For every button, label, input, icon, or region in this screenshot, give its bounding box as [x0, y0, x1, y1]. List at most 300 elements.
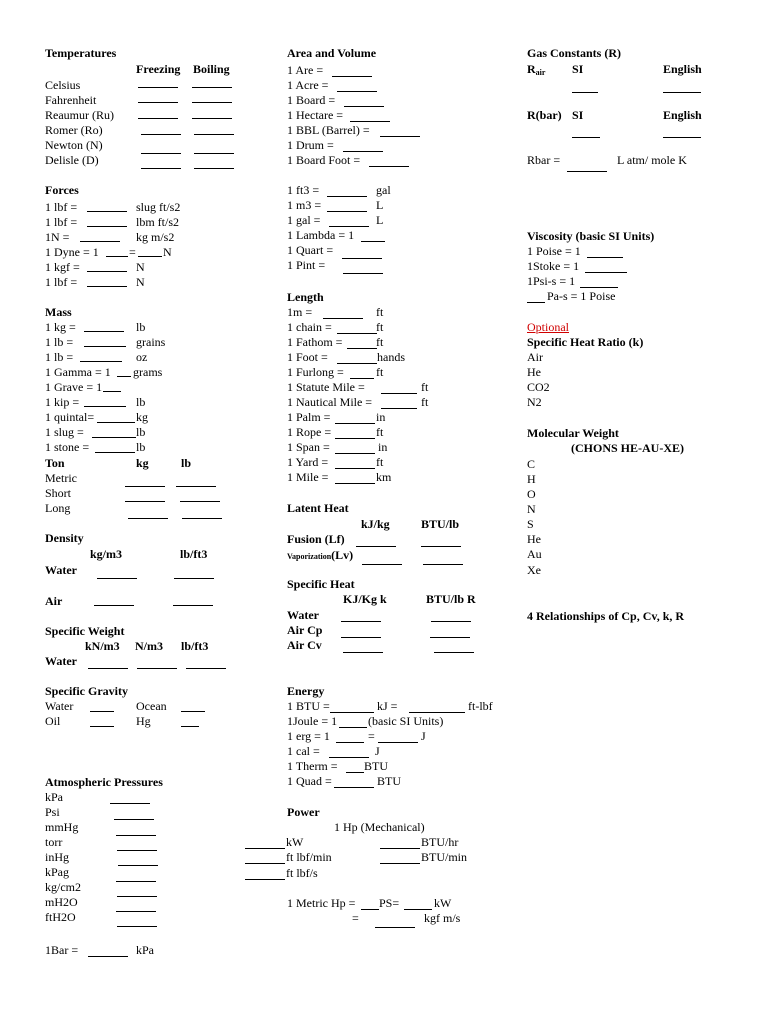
blank-line — [97, 578, 137, 579]
mass-lhs: 1 Grave = 1 — [45, 380, 103, 394]
blank-line — [141, 153, 181, 154]
length-unit: in — [378, 440, 388, 454]
mass-lhs: 1 stone = — [45, 440, 90, 454]
force-lhs: 1 lbf = — [45, 200, 78, 214]
blank-line — [369, 166, 409, 167]
blank-line — [128, 518, 168, 519]
blank-line — [138, 256, 162, 257]
area-row: 1 Board Foot = — [287, 153, 361, 167]
blank-line — [329, 226, 369, 227]
force-unit: N — [136, 275, 145, 289]
blank-line — [380, 136, 420, 137]
blank-line — [339, 727, 367, 728]
blank-line — [116, 911, 156, 912]
temperatures-freezing-header: Freezing — [136, 62, 181, 76]
area-row: 1 BBL (Barrel) = — [287, 123, 370, 137]
power-metric-hp: 1 Metric Hp = — [287, 896, 356, 910]
energy-cal-a: 1 cal = — [287, 744, 320, 758]
blank-line — [350, 121, 390, 122]
blank-line — [95, 452, 135, 453]
blank-line — [84, 346, 126, 347]
relationships-heading: 4 Relationships of Cp, Cv, k, R — [527, 609, 685, 623]
blank-line — [409, 712, 465, 713]
blank-line — [97, 422, 135, 423]
atmospheric-row: Psi — [45, 805, 60, 819]
power-equals: = — [352, 911, 359, 925]
temperature-row: Romer (Ro) — [45, 123, 103, 137]
blank-line — [361, 241, 385, 242]
blank-line — [117, 926, 157, 927]
blank-line — [336, 742, 364, 743]
blank-line — [80, 241, 120, 242]
molecular-weight-row: N — [527, 502, 536, 516]
blank-line — [180, 501, 220, 502]
area-row: 1 Drum = — [287, 138, 334, 152]
blank-line — [334, 787, 374, 788]
volume-unit: L — [376, 198, 384, 212]
power-metric-ps: PS= — [379, 896, 400, 910]
blank-line — [194, 134, 234, 135]
blank-line — [332, 76, 372, 77]
atmospheric-row: torr — [45, 835, 63, 849]
ton-lb-header: lb — [181, 456, 192, 470]
volume-unit: gal — [376, 183, 391, 197]
blank-line — [88, 668, 128, 669]
length-lhs: 1 Furlong = — [287, 365, 344, 379]
heat-ratio-row: CO2 — [527, 380, 550, 394]
atmospheric-row: kPa — [45, 790, 63, 804]
blank-line — [421, 546, 461, 547]
length-lhs: 1 Mile = — [287, 470, 329, 484]
specific-gravity-ocean: Ocean — [136, 699, 167, 713]
blank-line — [341, 637, 381, 638]
length-unit: hands — [377, 350, 405, 364]
length-unit: in — [376, 410, 386, 424]
latent-heat-heading: Latent Heat — [287, 501, 349, 515]
length-lhs: 1 Span = — [287, 440, 330, 454]
blank-line — [344, 106, 384, 107]
length-lhs: 1 Nautical Mile = — [287, 395, 373, 409]
blank-line — [117, 896, 157, 897]
temperature-row: Celsius — [45, 78, 81, 92]
atmospheric-row: kPag — [45, 865, 69, 879]
blank-line — [137, 668, 177, 669]
volume-lhs: 1 Pint = — [287, 258, 326, 272]
specific-heat-btu-header: BTU/lb R — [426, 592, 476, 606]
length-lhs: 1 Foot = — [287, 350, 328, 364]
blank-line — [103, 391, 121, 392]
molecular-weight-row: H — [527, 472, 536, 486]
blank-line — [87, 211, 127, 212]
temperature-row: Newton (N) — [45, 138, 103, 152]
blank-line — [245, 848, 285, 849]
atmospheric-row: inHg — [45, 850, 69, 864]
blank-line — [343, 151, 383, 152]
length-unit: ft — [376, 425, 384, 439]
blank-line — [327, 211, 367, 212]
energy-erg-b: = — [368, 729, 375, 743]
energy-joule-b: (basic SI Units) — [368, 714, 444, 728]
latent-heat-vaporization — [287, 548, 353, 564]
blank-line — [141, 134, 181, 135]
r-air-label — [527, 62, 545, 80]
blank-line — [375, 927, 415, 928]
mass-unit: lb — [136, 395, 146, 409]
volume-unit: L — [376, 213, 384, 227]
density-row-air: Air — [45, 594, 63, 608]
blank-line — [585, 272, 627, 273]
energy-btu-c: ft-lbf — [468, 699, 493, 713]
blank-line — [125, 486, 165, 487]
blank-line — [118, 865, 158, 866]
blank-line — [335, 468, 375, 469]
blank-line — [116, 835, 156, 836]
specific-heat-row: Air Cv — [287, 638, 322, 652]
length-heading: Length — [287, 290, 324, 304]
blank-line — [80, 361, 122, 362]
energy-btu-b: kJ = — [377, 699, 398, 713]
specific-weight-nm3-header: N/m3 — [135, 639, 163, 653]
blank-line — [87, 271, 127, 272]
blank-line — [182, 518, 222, 519]
blank-line — [329, 757, 369, 758]
energy-therm-a: 1 Therm = — [287, 759, 338, 773]
specific-weight-heading: Specific Weight — [45, 624, 125, 638]
blank-line — [356, 546, 396, 547]
force-mid: = — [129, 245, 136, 259]
specific-weight-knm3-header: kN/m3 — [85, 639, 120, 653]
blank-line — [194, 168, 234, 169]
specific-weight-lbft3-header: lb/ft3 — [181, 639, 209, 653]
power-hp-title: 1 Hp (Mechanical) — [334, 820, 425, 834]
blank-line — [423, 564, 463, 565]
length-lhs: 1 chain = — [287, 320, 332, 334]
blank-line — [572, 92, 598, 93]
blank-line — [341, 621, 381, 622]
force-lhs: 1 lbf = — [45, 275, 78, 289]
length-lhs: 1m = — [287, 305, 313, 319]
specific-gravity-water: Water — [45, 699, 74, 713]
energy-btu-a: 1 BTU = — [287, 699, 330, 713]
blank-line — [347, 348, 377, 349]
molecular-weight-row: O — [527, 487, 536, 501]
specific-heat-row: Water — [287, 608, 319, 622]
molecular-weight-subheading: (CHONS HE-AU-XE) — [571, 441, 684, 455]
atmospheric-row: kg/cm2 — [45, 880, 81, 894]
volume-lhs: 1 ft3 = — [287, 183, 320, 197]
ton-kg-header: kg — [136, 456, 149, 470]
blank-line — [335, 483, 375, 484]
blank-line — [337, 363, 377, 364]
area-volume-heading: Area and Volume — [287, 46, 377, 60]
blank-line — [92, 437, 136, 438]
blank-line — [343, 652, 383, 653]
rbar-unit: L atm/ mole K — [617, 153, 687, 167]
blank-line — [125, 501, 165, 502]
mass-unit: lb — [136, 320, 146, 334]
blank-line — [380, 848, 420, 849]
force-unit: N — [163, 245, 172, 259]
mass-lhs: 1 Gamma = 1 — [45, 365, 111, 379]
density-lbft3-header: lb/ft3 — [180, 547, 208, 561]
blank-line — [192, 102, 232, 103]
power-ftlbf-min: ft lbf/min — [286, 850, 332, 864]
mass-unit: oz — [136, 350, 148, 364]
blank-line — [87, 226, 127, 227]
vaporization-small-text: Vaporization — [287, 552, 332, 561]
blank-line — [346, 772, 364, 773]
blank-line — [192, 87, 232, 88]
blank-line — [138, 87, 178, 88]
r-air-english-header: English — [663, 62, 702, 76]
specific-heat-ratio-heading: Specific Heat Ratio (k) — [527, 335, 644, 349]
specific-gravity-hg: Hg — [136, 714, 151, 728]
blank-line — [380, 863, 420, 864]
energy-erg-c: J — [421, 729, 426, 743]
force-lhs: 1 Dyne = 1 — [45, 245, 99, 259]
blank-line — [192, 118, 232, 119]
volume-lhs: 1 Quart = — [287, 243, 334, 257]
mass-unit: grains — [136, 335, 166, 349]
mass-lhs: 1 slug = — [45, 425, 84, 439]
mass-heading: Mass — [45, 305, 72, 319]
blank-line — [327, 196, 367, 197]
blank-line — [116, 881, 156, 882]
energy-joule-a: 1Joule = 1 — [287, 714, 338, 728]
energy-cal-c: J — [375, 744, 380, 758]
area-row: 1 Acre = — [287, 78, 329, 92]
force-lhs: 1N = — [45, 230, 70, 244]
temperature-row: Reaumur (Ru) — [45, 108, 114, 122]
viscosity-row: 1Stoke = 1 — [527, 259, 580, 273]
blank-line — [663, 137, 701, 138]
power-btu-hr: BTU/hr — [421, 835, 459, 849]
r-air-main: R — [527, 62, 536, 76]
length-unit: ft — [376, 305, 384, 319]
length-lhs: 1 Rope = — [287, 425, 332, 439]
blank-line — [84, 331, 124, 332]
molecular-weight-row: Xe — [527, 563, 541, 577]
blank-line — [141, 168, 181, 169]
density-heading: Density — [45, 531, 84, 545]
rbar-lhs: Rbar = — [527, 153, 561, 167]
power-kgf: kgf m/s — [424, 911, 461, 925]
molecular-weight-row: He — [527, 532, 541, 546]
length-unit: ft — [421, 395, 429, 409]
blank-line — [88, 956, 128, 957]
atmospheric-row: mmHg — [45, 820, 79, 834]
latent-heat-btulb-header: BTU/lb — [421, 517, 460, 531]
blank-line — [361, 909, 379, 910]
length-lhs: 1 Yard = — [287, 455, 329, 469]
area-row: 1 Hectare = — [287, 108, 344, 122]
blank-line — [181, 726, 199, 727]
blank-line — [337, 333, 377, 334]
blank-line — [117, 376, 131, 377]
blank-line — [381, 408, 417, 409]
blank-line — [527, 302, 545, 303]
length-lhs: 1 Fathom = — [287, 335, 343, 349]
blank-line — [335, 438, 375, 439]
blank-line — [572, 137, 600, 138]
power-kw: kW — [286, 835, 304, 849]
blank-line — [84, 406, 126, 407]
r-air-subscript: air — [535, 68, 546, 77]
mass-unit: kg — [136, 410, 148, 424]
power-btu-min: BTU/min — [421, 850, 468, 864]
atmospheric-heading: Atmospheric Pressures — [45, 775, 163, 789]
blank-line — [381, 393, 417, 394]
latent-heat-kjkg-header: kJ/kg — [361, 517, 390, 531]
blank-line — [567, 171, 607, 172]
force-unit: lbm ft/s2 — [136, 215, 180, 229]
blank-line — [663, 92, 701, 93]
blank-line — [343, 273, 383, 274]
energy-heading: Energy — [287, 684, 325, 698]
blank-line — [138, 118, 178, 119]
density-kgm3-header: kg/m3 — [90, 547, 123, 561]
specific-weight-row-water: Water — [45, 654, 77, 668]
mass-lhs: 1 lb = — [45, 350, 74, 364]
length-lhs: 1 Palm = — [287, 410, 331, 424]
latent-heat-fusion: Fusion (Lf) — [287, 532, 345, 546]
atmospheric-row: mH2O — [45, 895, 78, 909]
force-unit: N — [136, 260, 145, 274]
area-row: 1 Board = — [287, 93, 336, 107]
blank-line — [110, 803, 150, 804]
length-unit: ft — [421, 380, 429, 394]
blank-line — [342, 258, 382, 259]
energy-therm-c: BTU — [364, 759, 388, 773]
blank-line — [194, 153, 234, 154]
r-bar-english-header: English — [663, 108, 702, 122]
mass-lhs: 1 quintal= — [45, 410, 95, 424]
power-metric-kw: kW — [434, 896, 452, 910]
heat-ratio-row: Air — [527, 350, 543, 364]
blank-line — [245, 863, 285, 864]
viscosity-row: 1Psi-s = 1 — [527, 274, 576, 288]
energy-erg-a: 1 erg = 1 — [287, 729, 330, 743]
power-ftlbf-s: ft lbf/s — [286, 866, 318, 880]
mass-unit: grams — [133, 365, 163, 379]
blank-line — [106, 256, 128, 257]
force-unit: kg m/s2 — [136, 230, 175, 244]
viscosity-row: 1 Poise = 1 — [527, 244, 581, 258]
ton-row: Long — [45, 501, 71, 515]
ton-row: Short — [45, 486, 72, 500]
volume-lhs: 1 m3 = — [287, 198, 322, 212]
r-air-si-header: SI — [572, 62, 584, 76]
mass-lhs: 1 lb = — [45, 335, 74, 349]
molecular-weight-row: C — [527, 457, 536, 471]
length-unit: ft — [376, 455, 384, 469]
blank-line — [350, 378, 374, 379]
blank-line — [90, 711, 114, 712]
length-unit: ft — [376, 320, 384, 334]
blank-line — [362, 564, 402, 565]
temperature-row: Fahrenheit — [45, 93, 97, 107]
temperature-row: Delisle (D) — [45, 153, 99, 167]
blank-line — [173, 605, 213, 606]
power-heading: Power — [287, 805, 320, 819]
blank-line — [138, 102, 178, 103]
blank-line — [580, 287, 618, 288]
specific-gravity-oil: Oil — [45, 714, 61, 728]
specific-heat-kj-header: KJ/Kg k — [343, 592, 387, 606]
blank-line — [90, 726, 114, 727]
forces-heading: Forces — [45, 183, 79, 197]
length-unit: ft — [376, 365, 384, 379]
specific-heat-heading: Specific Heat — [287, 577, 355, 591]
mass-lhs: 1 kg = — [45, 320, 76, 334]
mass-unit: lb — [136, 440, 146, 454]
blank-line — [114, 819, 154, 820]
ton-label: Ton — [45, 456, 65, 470]
viscosity-heading: Viscosity (basic SI Units) — [527, 229, 655, 243]
blank-line — [378, 742, 418, 743]
energy-quad-a: 1 Quad = — [287, 774, 332, 788]
viscosity-last-row: Pa-s = 1 Poise — [547, 289, 616, 303]
blank-line — [87, 286, 127, 287]
blank-line — [330, 712, 374, 713]
blank-line — [430, 637, 470, 638]
volume-lhs: 1 gal = — [287, 213, 321, 227]
molecular-weight-row: Au — [527, 547, 542, 561]
optional-label: Optional — [527, 320, 569, 334]
blank-line — [323, 318, 363, 319]
temperatures-heading: Temperatures — [45, 46, 117, 60]
blank-line — [434, 652, 474, 653]
blank-line — [431, 621, 471, 622]
area-row: 1 Are = — [287, 63, 324, 77]
blank-line — [245, 879, 285, 880]
energy-quad-c: BTU — [377, 774, 401, 788]
specific-heat-row: Air Cp — [287, 623, 323, 637]
r-bar-si-header: SI — [572, 108, 584, 122]
molecular-weight-heading: Molecular Weight — [527, 426, 619, 440]
ton-row: Metric — [45, 471, 77, 485]
bar-lhs: 1Bar = — [45, 943, 79, 957]
blank-line — [181, 711, 205, 712]
force-lhs: 1 kgf = — [45, 260, 80, 274]
length-unit: ft — [376, 335, 384, 349]
force-unit: slug ft/s2 — [136, 200, 181, 214]
blank-line — [335, 453, 375, 454]
bar-unit: kPa — [136, 943, 154, 957]
mass-unit: lb — [136, 425, 146, 439]
blank-line — [186, 668, 226, 669]
blank-line — [176, 486, 216, 487]
mass-lhs: 1 kip = — [45, 395, 80, 409]
atmospheric-row: ftH2O — [45, 910, 76, 924]
density-row-water: Water — [45, 563, 77, 577]
volume-lhs: 1 Lambda = 1 — [287, 228, 355, 242]
length-unit: km — [376, 470, 392, 484]
heat-ratio-row: He — [527, 365, 541, 379]
force-lhs: 1 lbf = — [45, 215, 78, 229]
molecular-weight-row: S — [527, 517, 534, 531]
specific-gravity-heading: Specific Gravity — [45, 684, 128, 698]
blank-line — [335, 423, 375, 424]
heat-ratio-row: N2 — [527, 395, 542, 409]
vaporization-symbol: (Lv) — [331, 548, 354, 562]
temperatures-boiling-header: Boiling — [193, 62, 230, 76]
gas-constants-heading: Gas Constants (R) — [527, 46, 622, 60]
blank-line — [337, 91, 377, 92]
blank-line — [174, 578, 214, 579]
blank-line — [117, 850, 157, 851]
r-bar-label: R(bar) — [527, 108, 562, 122]
